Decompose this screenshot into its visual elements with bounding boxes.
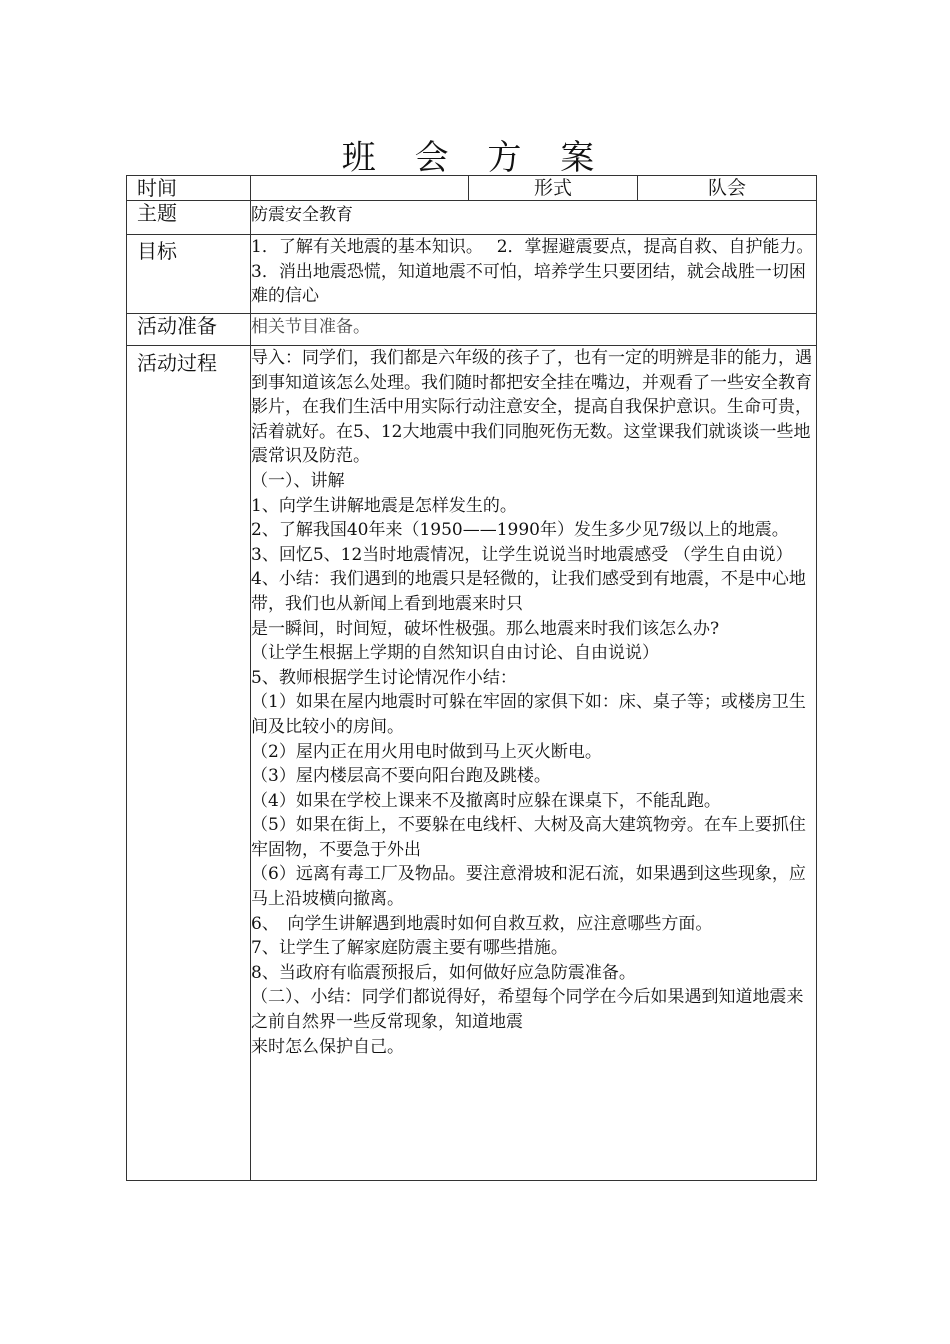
process-line: （让学生根据上学期的自然知识自由讨论、自由说说） xyxy=(251,643,659,664)
time-label: 时间 xyxy=(127,176,251,201)
process-line: （二）、小结：同学们都说得好，希望每个同学在今后如果遇到知道地震来之前自然界一些反常现象，知道地震 xyxy=(251,987,804,1033)
process-label: 活动过程 xyxy=(127,346,251,1181)
document-title: 班 会 方 案 xyxy=(341,138,609,178)
prep-label: 活动准备 xyxy=(127,314,251,346)
row-time xyxy=(127,176,817,201)
process-line: （2）屋内正在用火用电时做到马上灭火断电。 xyxy=(251,741,602,762)
process-line: （6）远离有毒工厂及物品。要注意滑坡和泥石流，如果遇到这些现象，应马上沿坡横向撤离。 xyxy=(251,864,806,910)
row-theme xyxy=(127,201,817,235)
process-line: 3、回忆5、12当时地震情况，让学生说说当时地震感受 （学生自由说） xyxy=(251,544,793,565)
process-line: （一）、讲解 xyxy=(251,470,345,491)
process-line: 4、小结：我们遇到的地震只是轻微的，让我们感受到有地震，不是中心地带，我们也从新闻上看到地震来时只 xyxy=(251,569,806,614)
process-line: （3）屋内楼层高不要向阳台跑及跳楼。 xyxy=(251,766,551,787)
process-line: 间及比较小的房间。 xyxy=(251,716,404,737)
process-line: 7、让学生了解家庭防震主要有哪些措施。 xyxy=(251,938,568,959)
theme-value: 防震安全教育 xyxy=(251,201,817,235)
process-line: 1、向学生讲解地震是怎样发生的。 xyxy=(251,495,517,516)
row-prep xyxy=(127,314,817,346)
process-line: 8、当政府有临震预报后，如何做好应急防震准备。 xyxy=(251,962,636,983)
process-line: 来时怎么保护自己。 xyxy=(251,1036,404,1057)
prep-value: 相关节目准备。 xyxy=(251,314,817,346)
process-line: 5、教师根据学生讨论情况作小结： xyxy=(251,667,517,688)
process-line: 是一瞬间，时间短，破坏性极强。那么地震来时我们该怎么办? xyxy=(251,618,720,639)
row-process xyxy=(127,346,817,1181)
process-content xyxy=(251,346,817,1181)
goal-value: 1．了解有关地震的基本知识。 2．掌握避震要点，提高自救、自护能力。 3．消出地震恐慌，知道地震不可怕，培养学生只要团结，就会战胜一切困难的信心 xyxy=(251,235,817,314)
theme-label: 主题 xyxy=(127,201,251,235)
form-value: 队会 xyxy=(638,176,817,201)
process-line: 活着就好。在5、12大地震中我们同胞死伤无数。这堂课我们就谈谈一些地震常识及防范。 xyxy=(251,421,811,467)
process-line: （1）如果在屋内地震时可躲在牢固的家俱下如：床、桌子等；或楼房卫生 xyxy=(251,692,806,713)
goal-label: 目标 xyxy=(127,235,251,314)
process-line: 导入：同学们，我们都是六年级的孩子了，也有一定的明辨是非的能力，遇到事知道该怎么处理。我们随时都把安全挂在嘴边，并观看了一些安全教育影片，在我们生活中用实际行动注意安全，提高自我保护意识。生命可贵， xyxy=(251,348,812,418)
process-line: （5）如果在街上，不要躲在电线杆、大树及高大建筑物旁。在车上要抓住牢固物，不要急于外出 xyxy=(251,815,806,860)
time-value xyxy=(251,176,469,201)
class-meeting-plan-table xyxy=(126,175,823,1181)
row-goal xyxy=(127,235,817,314)
process-line: 6、 向学生讲解遇到地震时如何自救互救，应注意哪些方面。 xyxy=(251,913,713,934)
form-label: 形式 xyxy=(469,176,638,201)
process-line: （4）如果在学校上课来不及撤离时应躲在课桌下，不能乱跑。 xyxy=(251,790,721,811)
process-line: 2、了解我国40年来（1950——1990年）发生多少见7级以上的地震。 xyxy=(251,520,789,541)
